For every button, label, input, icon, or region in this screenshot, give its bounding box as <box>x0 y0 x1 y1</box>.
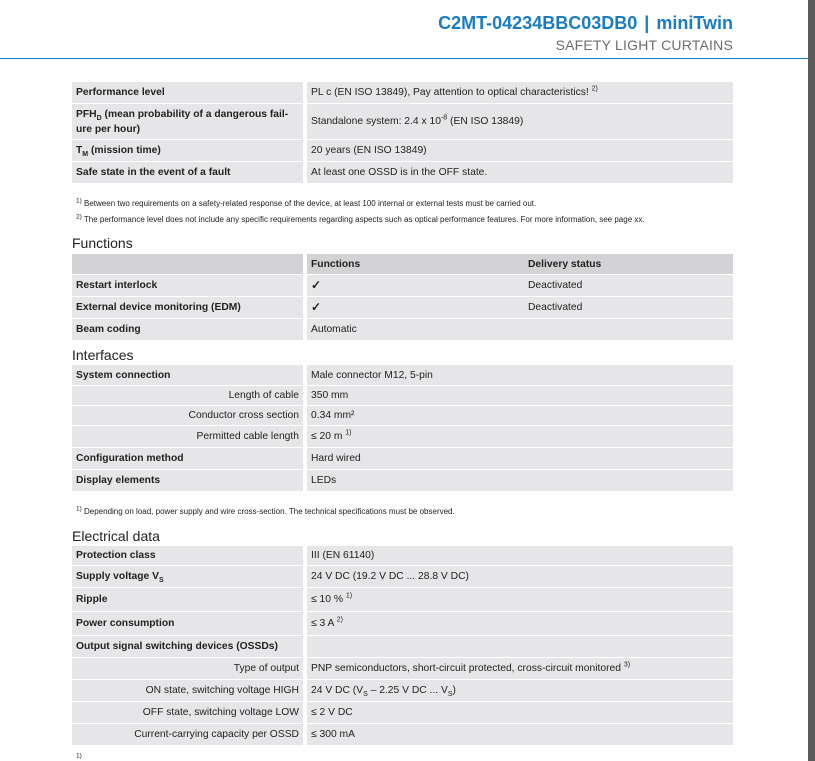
table-row <box>72 566 733 588</box>
check-icon: ✓ <box>307 275 524 297</box>
row-label: External device monitoring (EDM) <box>72 297 307 319</box>
row-label: Configuration method <box>72 448 307 470</box>
product-name: miniTwin <box>656 13 733 33</box>
table-row <box>72 275 733 297</box>
table-row <box>72 162 733 184</box>
header-blank <box>72 254 307 275</box>
row-value: At least one OSSD is in the OFF state. <box>307 162 733 184</box>
row-value: III (EN 61140) <box>307 546 733 566</box>
table-row <box>72 140 733 162</box>
footnote: $^{2)}$ The performance level does not include any specific requirements regarding aspects such as optical performance features. For more information, see page xx. <box>76 213 645 224</box>
row-label: Power consumption <box>72 612 307 636</box>
row-label: Type of output <box>72 658 307 680</box>
check-icon: ✓ <box>307 297 524 319</box>
row-value: 24 V DC ($V_S - 2.25$ V DC ... $V_S$) <box>307 680 733 702</box>
row-status: Deactivated <box>524 297 733 319</box>
table-row <box>72 612 733 636</box>
col-header-delivery: Delivery status <box>524 254 733 275</box>
table-row <box>72 636 733 658</box>
table-row <box>72 702 733 724</box>
row-label: OFF state, switching voltage LOW <box>72 702 307 724</box>
table-row <box>72 680 733 702</box>
table-row <box>72 406 733 426</box>
row-value: PL c (EN ISO 13849), Pay attention to optical characteristics! $^{2)}$ <box>307 82 733 104</box>
row-status: Deactivated <box>524 275 733 297</box>
row-status <box>524 319 733 341</box>
table-row <box>72 724 733 746</box>
row-value: Hard wired <box>307 448 733 470</box>
row-value: Male connector M12, 5-pin <box>307 365 733 386</box>
section-title-electrical: Electrical data <box>72 528 160 544</box>
row-value: ≤ 2 V DC <box>307 702 733 724</box>
table-row <box>72 546 733 566</box>
row-value: 20 years (EN ISO 13849) <box>307 140 733 162</box>
row-value: 350 mm <box>307 386 733 406</box>
row-value <box>307 636 733 658</box>
section-title-interfaces: Interfaces <box>72 347 134 363</box>
safety-table <box>72 82 733 184</box>
col-header-functions: Functions <box>307 254 524 275</box>
row-value: ≤ 20 m $^{1)}$ <box>307 426 733 448</box>
row-label: Output signal switching devices (OSSDs) <box>72 636 307 658</box>
row-label: Restart interlock <box>72 275 307 297</box>
row-value: Standalone system: 2.4 x $10^{-8}$ (EN ISO 13849) <box>307 104 733 140</box>
row-label: Safe state in the event of a fault <box>72 162 307 184</box>
product-title <box>438 13 733 34</box>
table-row <box>72 588 733 612</box>
table-row <box>72 470 733 492</box>
interfaces-table <box>72 365 733 492</box>
footnote: $^{1)}$ Between two requirements on a safety-related response of the device, at least 100 internal or external tests must be carried out. <box>76 197 537 208</box>
table-row <box>72 365 733 386</box>
table-row <box>72 426 733 448</box>
table-row <box>72 297 733 319</box>
table-header-row <box>72 254 733 275</box>
row-label: Conductor cross section <box>72 406 307 426</box>
table-row <box>72 104 733 140</box>
row-label: Length of cable <box>72 386 307 406</box>
header-divider <box>0 58 808 59</box>
title-separator: | <box>644 13 650 33</box>
footnote: 1) <box>76 752 82 760</box>
row-value: ≤ 10 % $^{1)}$ <box>307 588 733 612</box>
table-row <box>72 386 733 406</box>
row-label: Beam coding <box>72 319 307 341</box>
row-value: ≤ 3 A $^{2)}$ <box>307 612 733 636</box>
row-value: 0.34 mm² <box>307 406 733 426</box>
row-value: PNP semiconductors, short-circuit protected, cross-circuit monitored $^{3)}$ <box>307 658 733 680</box>
row-value: ≤ 300 mA <box>307 724 733 746</box>
row-label: ON state, switching voltage HIGH <box>72 680 307 702</box>
row-label: Performance level <box>72 82 307 104</box>
footnote: $^{1)}$ Depending on load, power supply and wire cross-section. The technical specifications must be observed. <box>76 505 455 516</box>
functions-table <box>72 254 733 341</box>
table-row <box>72 448 733 470</box>
row-value: Automatic <box>307 319 524 341</box>
row-label: Protection class <box>72 546 307 566</box>
table-row <box>72 82 733 104</box>
row-label: Ripple <box>72 588 307 612</box>
row-label: System connection <box>72 365 307 386</box>
row-value: 24 V DC (19.2 V DC ... 28.8 V DC) <box>307 566 733 588</box>
row-label: Current-carrying capacity per OSSD <box>72 724 307 746</box>
table-row <box>72 658 733 680</box>
product-category: SAFETY LIGHT CURTAINS <box>555 37 733 53</box>
product-code: C2MT-04234BBC03DB0 <box>438 13 638 33</box>
row-label: $PFH_D$ (mean probability of a dangerous fail-ure per hour) <box>72 104 307 140</box>
electrical-table <box>72 546 733 746</box>
row-value: LEDs <box>307 470 733 492</box>
row-label: $T_M$ (mission time) <box>72 140 307 162</box>
table-row <box>72 319 733 341</box>
row-label: Display elements <box>72 470 307 492</box>
row-label: Supply voltage $V_S$ <box>72 566 307 588</box>
row-label: Permitted cable length <box>72 426 307 448</box>
section-title-functions: Functions <box>72 235 133 251</box>
